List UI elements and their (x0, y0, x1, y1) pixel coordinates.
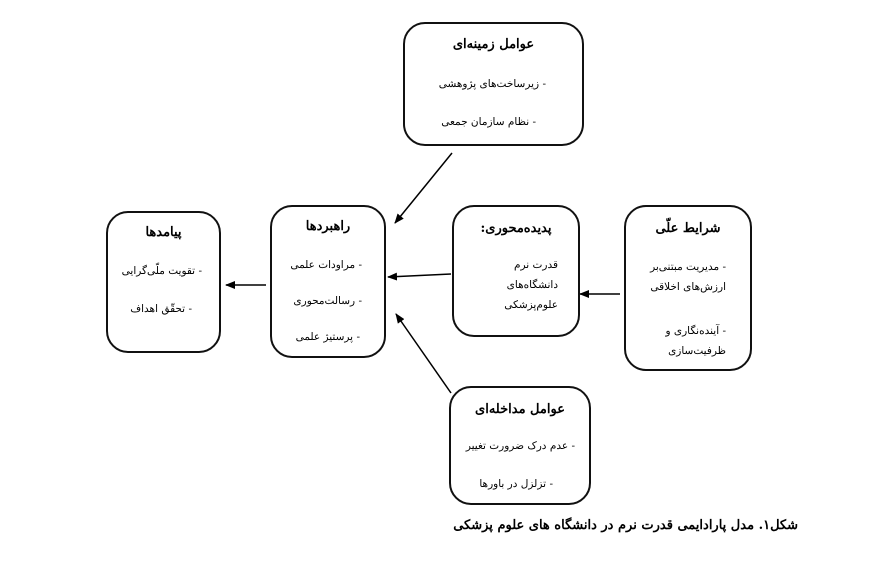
intervening-factors-box (449, 386, 591, 505)
intervening-factors-title: عوامل مداخله‌ای (475, 402, 565, 417)
contextual-factors-box (403, 22, 584, 146)
central-phenomenon-box (452, 205, 580, 337)
arrow-intervening-to-strategies (396, 314, 451, 393)
causal-condition-item: - مدیریت مبتنی‌بر ارزش‌های اخلاقی (650, 261, 726, 293)
outcomes-title: پیامدها (145, 225, 182, 240)
strategy-item: - پرستیژ علمی (295, 331, 360, 343)
causal-conditions-title: شرایط علّی (655, 221, 721, 236)
intervening-factor-item: - تزلزل در باورها (479, 478, 553, 490)
contextual-factor-item: - نظام سازمان جمعی (441, 116, 536, 128)
arrow-contextual-to-strategies (395, 153, 452, 223)
central-phenomenon-text: قدرت نرم دانشگاه‌های علوم‌پزشکی (504, 259, 558, 311)
figure-caption: شکل۱. مدل پارادایمی قدرت نرم در دانشگاه های علوم پزشکی (453, 518, 798, 533)
outcome-item: - تحقّق اهداف (130, 303, 192, 315)
outcome-item: - تقویت ملّی‌گرایی (121, 265, 202, 277)
strategies-title: راهبردها (305, 219, 351, 234)
intervening-factor-item: - عدم درک ضرورت تغییر (465, 440, 575, 452)
central-phenomenon-title: پدیده‌محوری: (480, 221, 552, 236)
outcomes-box (106, 211, 221, 353)
causal-conditions-box (624, 205, 752, 371)
strategy-item: - رسالت‌محوری (293, 295, 362, 307)
contextual-factors-title: عوامل زمینه‌ای (452, 37, 535, 52)
arrow-phenomenon-to-strategies (388, 274, 451, 277)
strategy-item: - مراودات علمی (290, 259, 362, 271)
strategies-box (270, 205, 386, 358)
contextual-factor-item: - زیرساخت‌های پژوهشی (438, 78, 546, 90)
causal-condition-item: - آینده‌نگاری و ظرفیت‌سازی (665, 325, 726, 357)
